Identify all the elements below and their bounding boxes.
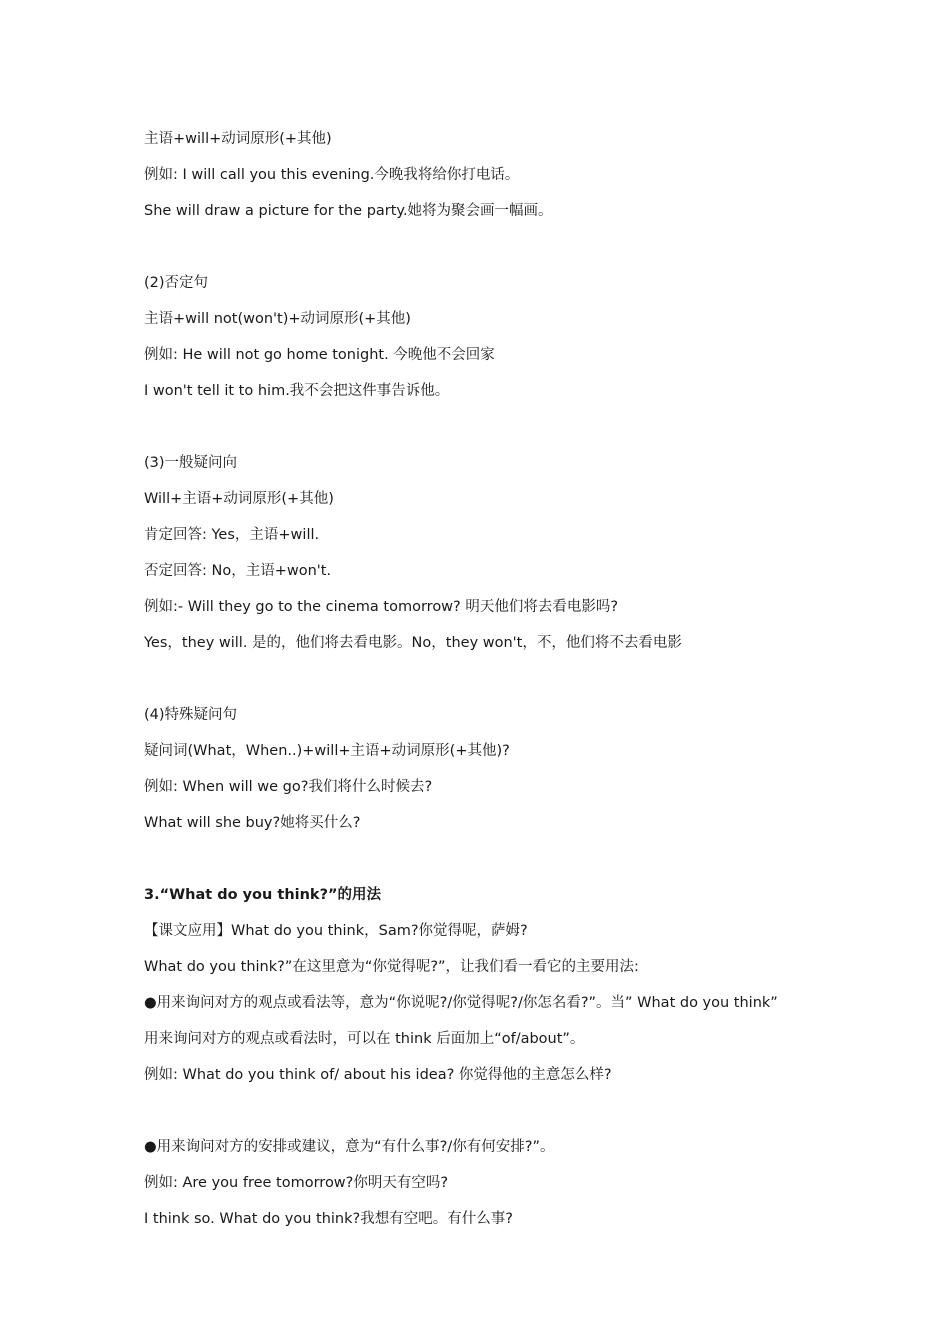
text-line: I won't tell it to him.我不会把这件事告诉他。 [144, 383, 450, 399]
text-line: 用来询问对方的观点或看法时，可以在 think 后面加上“of/about”。 [144, 1031, 585, 1047]
text-line: I think so. What do you think?我想有空吧。有什么事? [144, 1211, 513, 1227]
text-line: Will+主语+动词原形(+其他) [144, 491, 334, 507]
section-heading: (2)否定句 [144, 275, 209, 291]
text-line: 主语+will+动词原形(+其他) [144, 131, 332, 147]
text-line: 肯定回答: Yes，主语+will. [144, 527, 320, 543]
text-line: 否定回答: No，主语+won't. [144, 563, 332, 579]
text-line: What will she buy?她将买什么? [144, 815, 361, 831]
text-line: What do you think?”在这里意为“你觉得呢?”，让我们看一看它的主要用法: [144, 959, 639, 975]
text-line: 例如:- Will they go to the cinema tomorrow? 明天他们将去看电影吗? [144, 599, 619, 615]
text-line: 【课文应用】What do you think，Sam?你觉得呢，萨姆? [144, 923, 528, 939]
section-heading: (3)一般疑问向 [144, 455, 238, 471]
text-line: She will draw a picture for the party.她将为聚会画一幅画。 [144, 203, 553, 219]
section-title: 3.“What do you think?”的用法 [144, 887, 382, 903]
text-line: 例如: When will we go?我们将什么时候去? [144, 779, 433, 795]
text-line: 例如: I will call you this evening.今晚我将给你打电话。 [144, 167, 520, 183]
text-line: Yes，they will. 是的，他们将去看电影。No，they won't，不，他们将不去看电影 [144, 635, 682, 651]
text-line: 主语+will not(won't)+动词原形(+其他) [144, 311, 411, 327]
text-line: 疑问词(What，When..)+will+主语+动词原形(+其他)? [144, 743, 510, 759]
text-line: 例如: Are you free tomorrow?你明天有空吗? [144, 1175, 449, 1191]
text-line: 例如: What do you think of/ about his idea? 你觉得他的主意怎么样? [144, 1067, 612, 1083]
text-line: 例如: He will not go home tonight. 今晚他不会回家 [144, 347, 495, 363]
section-heading: (4)特殊疑问句 [144, 707, 238, 723]
bullet-item: ●用来询问对方的观点或看法等，意为“你说呢?/你觉得呢?/你怎名看?”。当” What do you think” [144, 995, 778, 1011]
bullet-item: ●用来询问对方的安排或建议，意为“有什么事?/你有何安排?”。 [144, 1139, 555, 1155]
